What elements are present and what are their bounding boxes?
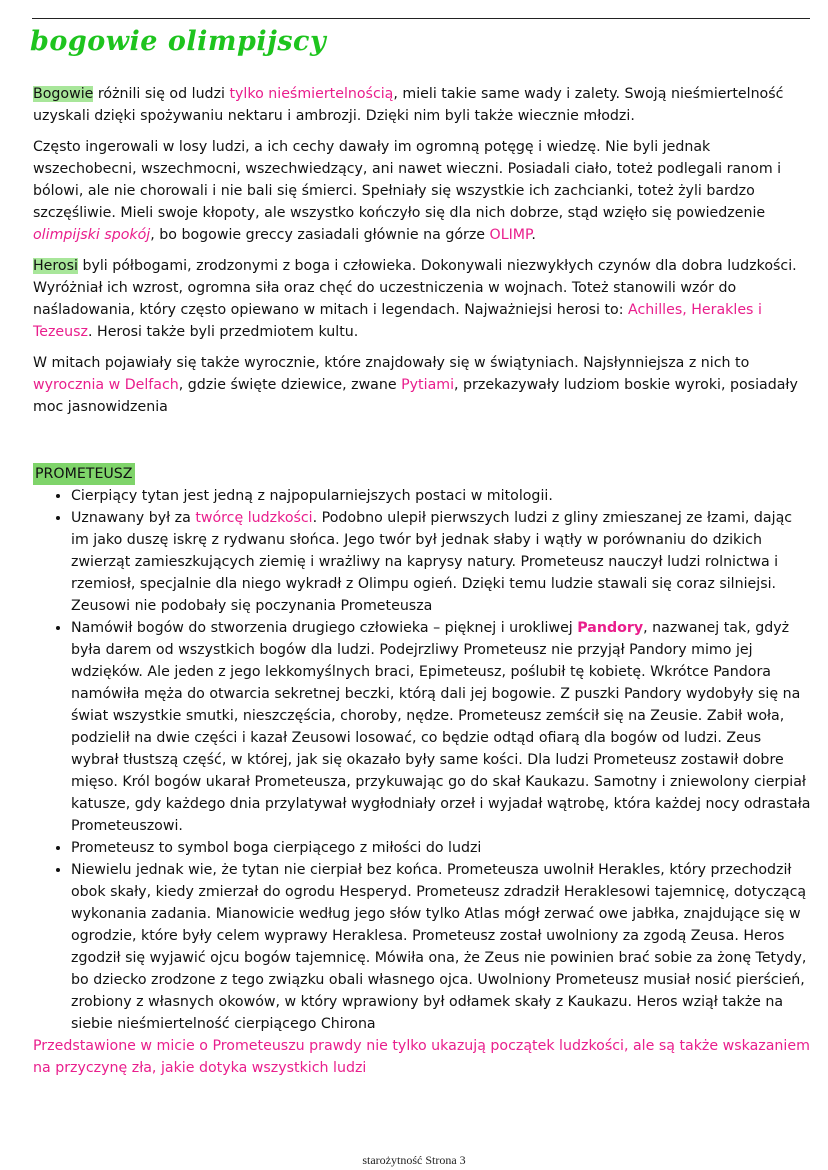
text: W mitach pojawiały się także wyrocznie, które znajdowały się w świątyniach. Najsłynniejsza z nich to <box>33 355 750 371</box>
text: Namówił bogów do stworzenia drugiego człowieka – pięknej i urokliwej <box>71 620 578 636</box>
pink-term: tylko nieśmiertelnością <box>229 86 394 102</box>
text: , gdzie święte dziewice, zwane <box>178 377 402 393</box>
text: byli półbogami, zrodzonymi z boga i człowieka. Dokonywali niezwykłych czynów dla dobra ludzkości. Wyróżniał ich wzrost, ogromna siła oraz chęć do uczestniczenia w wojnach. Toteż stanowili wzór do naśladowania, który często opiewano w mitach i legendach. Najważniejsi herosi to: <box>33 258 797 318</box>
text: różnili się od ludzi <box>93 86 230 102</box>
text: Uznawany był za <box>71 510 196 526</box>
list-item <box>71 837 813 859</box>
text: . Herosi także byli przedmiotem kultu. <box>88 324 359 340</box>
bullet-list <box>33 485 813 1035</box>
pink-term: olimpijski spokój <box>33 227 151 243</box>
pink-term: twórcę ludzkości <box>195 510 313 526</box>
conclusion: Przedstawione w micie o Prometeuszu prawdy nie tylko ukazują początek ludzkości, ale są także wskazaniem na przyczynę zła, jakie dotyka wszystkich ludzi <box>33 1038 810 1076</box>
pink-term: OLIMP <box>489 227 532 243</box>
text: . Podobno ulepił pierwszych ludzi z gliny zmieszanej ze łzami, dając im jako duszę iskrę z rydwanu słońca. Jego twór był jednak słaby i wątły w porównaniu do dzikich zwierząt zamieszkujących ziemię i wrażliwy na kaprysy natury. Prometeusz nauczył ludzi rolnictwa i rzemiosł, specjalnie dla niego wykradł z Olimpu ogień. Dzięki temu ludzie stawali się coraz silniejsi. Zeusowi nie podobały się poczynania Prometeusza <box>71 510 793 614</box>
list-item <box>71 859 813 1035</box>
paragraph-gods <box>33 83 813 127</box>
highlighted-term: Herosi <box>33 258 78 274</box>
page-footer: starożytność Strona 3 <box>362 1153 466 1167</box>
text: Cierpiący tytan jest jedną z najpopularniejszych postaci w mitologii. <box>71 488 553 504</box>
list-item <box>71 507 813 617</box>
highlighted-term: Bogowie <box>33 86 94 102</box>
text: Niewielu jednak wie, że tytan nie cierpiał bez końca. Prometeusza uwolnił Herakles, który przechodził obok skały, kiedy zmierzał do ogrodu Hesperyd. Prometeusz zdradził Heraklesowi tajemnicę, dotyczącą wykonania zadania. Mianowicie według jego słów tylko Atlas mógł zerwać owe jabłka, znajdujące się w ogrodzie, które były celem wyprawy Heraklesa. Prometeusz został uwolniony za zgodą Zeusa. Heros zgodził się wyjawić ojcu bogów tajemnicę. Mówiła ona, że Zeus nie powinien brać sobie za żonę Tetydy, bo dziecko zrodzone z tego związku obali własnego ojca. Uwolniony Prometeusz musiał nosić pierścień, zrobiony z własnych okowów, w który wprawiony był odłamek skały z Kaukazu. Heros wziął także na siebie nieśmiertelność cierpiącego Chirona <box>71 862 807 1032</box>
top-rule <box>32 18 810 19</box>
text: , przekazywały ludziom boskie wyroki, posiadały moc jasnowidzenia <box>33 377 798 415</box>
list-item <box>71 617 813 837</box>
paragraph-gods-traits <box>33 136 813 246</box>
text: Prometeusz to symbol boga cierpiącego z miłości do ludzi <box>71 840 482 856</box>
text: Często ingerowali w losy ludzi, a ich cechy dawały im ogromną potęgę i wiedzę. Nie byli jednak wszechobecni, wszechmocni, wszechwiedzący, ani nawet wieczni. Posiadali ciało, toteż podlegali ranom i bólowi, ale nie chorowali i nie bali się śmierci. Spełniały się wszystkie ich zachcianki, toteż żyli bardzo szczęśliwie. Mieli swoje kłopoty, ale wszystko kończyło się dla nich dobrze, stąd wzięło się powiedzenie <box>33 139 782 221</box>
text: , bo bogowie greccy zasiadali głównie na górze <box>150 227 490 243</box>
paragraph-oracles <box>33 352 813 418</box>
pink-term: wyrocznia w Delfach <box>33 377 179 393</box>
paragraph-heroes <box>33 255 813 343</box>
pink-term: Pandory <box>577 620 644 636</box>
pink-term: Achilles, Herakles i Tezeusz <box>33 302 762 340</box>
text: . <box>531 227 536 243</box>
text: , nazwanej tak, gdyż była darem od wszystkich bogów dla ludzi. Podejrzliwy Prometeusz nie przyjął Pandory mimo jej wdzięków. Ale jeden z jego lekkomyślnych braci, Epimeteusz, poślubił tę kobietę. Wkrótce Pandora namówiła męża do otwarcia sekretnej beczki, którą dali jej bogowie. Z puszki Pandory wydobyły się na świat wszystkie smutki, nieszczęścia, choroby, nędze. Prometeusz zemścił się na Zeusie. Zabił woła, podzielił na dwie części i kazał Zeusowi losować, co będzie odtąd ofiarą dla bogów od ludzi. Zeus wybrał tłustszą część, w której, jak się okazało były same kości. Dla ludzi Prometeusz zostawił dobre mięso. Król bogów ukarał Prometeusza, przykuwając go do skał Kaukazu. Samotny i zniewolony cierpiał katusze, gdy każdego dnia przylatywał wygłodniały orzeł i wyjadał wątrobę, która każdej nocy odrastała Prometeuszowi. <box>71 620 811 834</box>
pink-term: Pytiami <box>401 377 455 393</box>
section-heading: PROMETEUSZ <box>33 463 135 485</box>
text: , mieli takie same wady i zalety. Swoją nieśmiertelność uzyskali dzięki spożywaniu nektaru i ambrozji. Dzięki nim byli także wiecznie młodzi. <box>33 86 784 124</box>
document-body <box>33 83 813 1088</box>
page-title: bogowie olimpijscy <box>30 26 327 57</box>
list-item <box>71 485 813 507</box>
